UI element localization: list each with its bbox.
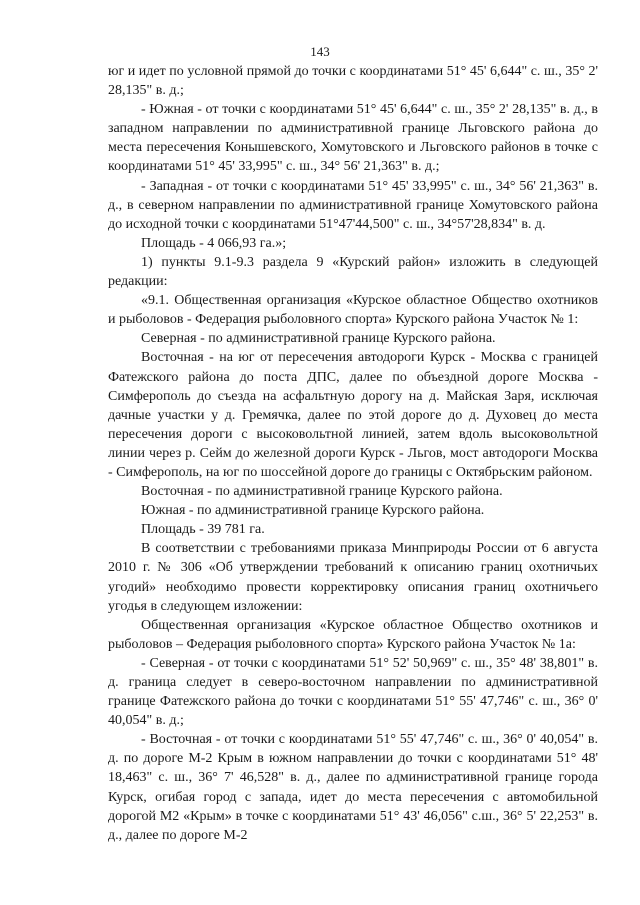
paragraph-southern-boundary: - Южная - от точки с координатами 51° 45' 6,644" с. ш., 35° 2' 28,135" в. д., в западном направлении по административной границе Льговского района до места пересечения Конышевского, Хомутовского и Льговского районов в точке с координатами 51° 45' 33,995" с. ш., 34° 56' 21,363" в. д.; bbox=[108, 102, 598, 175]
paragraph-northern-boundary: Северная - по административной границе Курского района. bbox=[141, 331, 496, 347]
paragraph-eastern-boundary: Восточная - на юг от пересечения автодороги Курск - Москва с границей Фатежского района до поста ДПС, далее по объездной дороге Москва - Симферополь до съезда на асфальтную дорогу на д. Майская Заря, исключая дачные участки у д. Гремячка, далее по этой дороге до д. Духовец до места пересечения дороги с высоковольтной линией, затем вдоль высоковольтной линии через р. Сейм до железной дороги Курск - Льгов, мост автодороги Москва - Симферополь, на юг по шоссейной дороге до границы с Октябрьским районом. bbox=[108, 350, 598, 480]
paragraph-southern-boundary-2: Южная - по административной границе Курского района. bbox=[141, 503, 485, 519]
paragraph-amendment-item: 1) пункты 9.1-9.3 раздела 9 «Курский район» изложить в следующей редакции: bbox=[108, 254, 598, 290]
paragraph-continuation: юг и идет по условной прямой до точки с координатами 51° 45' 6,644" с. ш., 35° 2' 28,135" в. д.; bbox=[108, 64, 598, 99]
paragraph-north-coordinates: - Северная - от точки с координатами 51° 52' 50,969" с. ш., 35° 48' 38,801" в. д. граница следует в северо-восточном направлении по административной границе Фатежского района до точки с координатами 51° 55' 47,746" с. ш., 36° 0' 40,054" в. д.; bbox=[108, 655, 598, 729]
paragraph-requirements: В соответствии с требованиями приказа Минприроды России от 6 августа 2010 г. № 306 «Об утверждении требований к описанию границ охотничьих угодий» необходимо провести корректировку описания границ охотничьего угодья в следующем изложении: bbox=[108, 541, 598, 614]
paragraph-organization: Общественная организация «Курское областное Общество охотников и рыболовов – Федерация рыболовного спорта» Курского района Участок № 1а: bbox=[108, 617, 598, 652]
page-number: 143 bbox=[310, 44, 330, 59]
document-body bbox=[108, 62, 598, 845]
paragraph-east-coordinates: - Восточная - от точки с координатами 51° 55' 47,746" с. ш., 36° 0' 40,054" в. д. по дороге М-2 Крым в южном направлении до точки с координатами 51° 48' 18,463" с. ш., 36° 7' 46,528" в. д., далее по административной границе города Курск, огибая город с запада, идет до места пересечения с автомобильной дорогой М2 «Крым» в точке с координатами 51° 43' 46,056" с.ш., 36° 5' 22,253" в. д., далее по дороге М-2 bbox=[108, 732, 598, 843]
paragraph-western-boundary: - Западная - от точки с координатами 51° 45' 33,995" с. ш., 34° 56' 21,363" в. д., в северном направлении по административной границе Хомутовского района до исходной точки с координатами 51°47'44,500" с. ш., 34°57'28,834" в. д. bbox=[108, 178, 598, 232]
paragraph-section-heading: «9.1. Общественная организация «Курское областное Общество охотников и рыболовов - Федерация рыболовного спорта» Курского района Участок № 1: bbox=[108, 293, 598, 328]
paragraph-area-2: Площадь - 39 781 га. bbox=[141, 522, 265, 538]
paragraph-area: Площадь - 4 066,93 га.»; bbox=[141, 235, 287, 251]
paragraph-eastern-boundary-2: Восточная - по административной границе Курского района. bbox=[141, 484, 503, 500]
